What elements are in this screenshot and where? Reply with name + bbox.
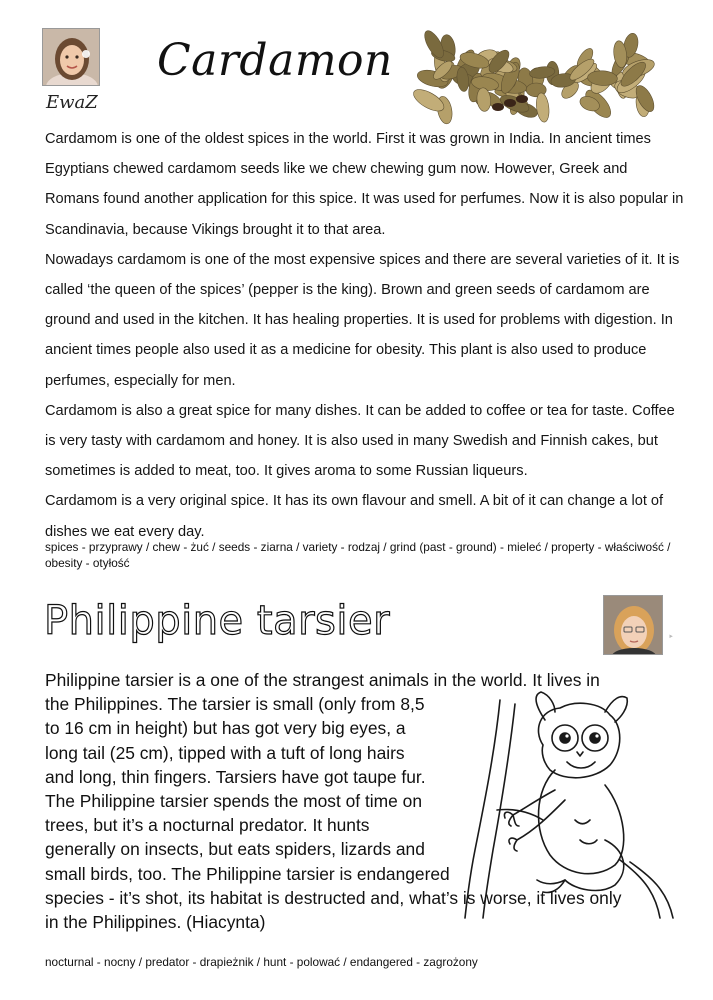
cardamon-paragraph-1: Cardamom is one of the oldest spices in the world. First it was grown in India. In ancient times Egyptians chewed cardamom seeds like we chew chewing gum now. However, Greek and Romans found another application for this spice. It was used for perfumes. Now it is also popular in Scandinavia, because Vikings brought it to that area. — [45, 131, 684, 238]
tarsier-line-4: long tail (25 cm), tipped with a tuft of long hairs — [45, 742, 405, 763]
tarsier-line-7: trees, but it’s a nocturnal predator. It hunts — [45, 815, 370, 836]
author-name: EwaZ — [46, 92, 98, 113]
tarsier-line-5: and long, thin fingers. Tarsiers have got taupe fur. — [45, 766, 426, 787]
cardamon-vocabulary: spices - przyprawy / chew - żuć / seeds - ziarna / variety - rodzaj / grind (past - ground) - mieleć / property - właściwość / obesity - otyłość — [45, 540, 671, 570]
cardamon-paragraph-2: Nowadays cardamom is one of the most expensive spices and there are several varieties of it. It is called ‘the queen of the spices’ (pepper is the king). Brown and green seeds of cardamom are ground and used in the kitchen. It has healing properties. It is used for problems with digestion. In ancient times people also used it as a medicine for obesity. This plant is also used to produce perfumes, especially for men. — [45, 251, 680, 389]
small-mark: ‣ — [668, 632, 674, 643]
cardamom-pods-image — [408, 12, 670, 130]
cardamon-article — [45, 124, 685, 547]
author-avatar-ewaz — [42, 28, 100, 86]
tarsier-line-2: the Philippines. The tarsier is small (only from 8,5 — [45, 694, 425, 715]
tarsier-line-10: species - it’s shot, its habitat is destructed and, what’s is worse, it lives only — [45, 887, 622, 908]
tarsier-article — [45, 668, 675, 934]
cardamon-paragraph-4: Cardamom is a very original spice. It has its own flavour and smell. A bit of it can change a lot of dishes we eat every day. — [45, 493, 664, 540]
tarsier-line-11: in the Philippines. (Hiacynta) — [45, 912, 266, 933]
author-avatar-hiacynta — [603, 595, 663, 655]
tarsier-vocabulary: nocturnal - nocny / predator - drapieżnik / hunt - polować / endangered - zagrożony — [45, 955, 478, 969]
tarsier-line-1: Philippine tarsier is a one of the strangest animals in the world. It lives in — [45, 670, 600, 690]
tarsier-line-6: The Philippine tarsier spends the most of time on — [45, 791, 422, 812]
cardamon-paragraph-3: Cardamom is also a great spice for many dishes. It can be added to coffee or tea for taste. Coffee is very tasty with cardamom and honey. It is also used in many Swedish and Finnish cakes, but sometimes is added to meat, too. It gives aroma to some Russian liqueurs. — [45, 402, 675, 480]
tarsier-line-9: small birds, too. The Philippine tarsier is endangered — [45, 863, 450, 884]
tarsier-title: Philippine tarsier — [44, 598, 391, 644]
tarsier-line-8: generally on insects, but eats spiders, lizards and — [45, 839, 425, 860]
cardamon-title: Cardamon — [157, 35, 393, 86]
tarsier-line-3: to 16 cm in height) but has got very big eyes, a — [45, 718, 406, 739]
